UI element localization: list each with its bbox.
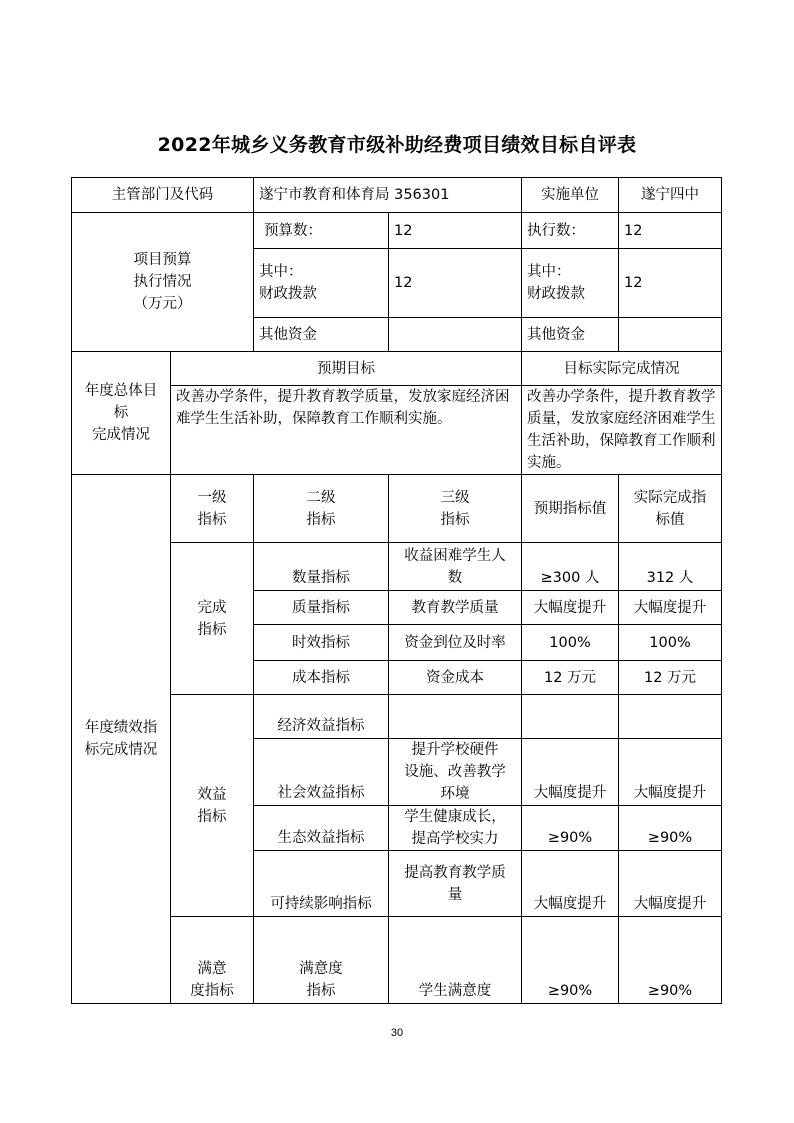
completion-indicator-label: 完成 指标	[171, 543, 254, 695]
level2-cell: 社会效益指标	[254, 739, 389, 806]
expected-value-cell: ≥90%	[522, 806, 619, 851]
actual-goal-text: 改善办学条件，提升教育教学质量，发放家庭经济困难学生生活补助，保障教育工作顺利实施。	[522, 386, 722, 475]
expected-value-cell	[522, 695, 619, 739]
document-title: 2022年城乡义务教育市级补助经费项目绩效目标自评表	[157, 134, 637, 156]
unit-label: 实施单位	[522, 178, 619, 213]
level3-cell: 教育教学质量	[389, 591, 522, 625]
benefit-indicator-label: 效益 指标	[171, 695, 254, 917]
level2-cell: 时效指标	[254, 625, 389, 661]
level2-cell: 经济效益指标	[254, 695, 389, 739]
expected-value-cell: ≥90%	[522, 917, 619, 1004]
satisfaction-indicator-label: 满意 度指标	[171, 917, 254, 1004]
page-number: 30	[390, 1027, 404, 1039]
level2-cell: 满意度 指标	[254, 917, 389, 1004]
level2-cell: 生态效益指标	[254, 806, 389, 851]
self-evaluation-table	[71, 177, 722, 1004]
level3-cell: 提高教育教学质 量	[389, 851, 522, 917]
fiscal-budget-value: 12	[389, 249, 522, 318]
annual-goal-label: 年度总体目 标 完成情况	[72, 352, 171, 475]
col-level1-header: 一级 指标	[171, 475, 254, 543]
expected-value-cell: 100%	[522, 625, 619, 661]
budget-amount-value: 12	[389, 213, 522, 249]
dept-value: 遂宁市教育和体育局 356301	[254, 178, 522, 213]
actual-value-cell: 大幅度提升	[619, 591, 722, 625]
expected-value-cell: 12 万元	[522, 661, 619, 695]
expected-value-cell: 大幅度提升	[522, 851, 619, 917]
actual-value-cell: ≥90%	[619, 806, 722, 851]
actual-goal-header: 目标实际完成情况	[522, 352, 722, 386]
level2-cell: 数量指标	[254, 543, 389, 591]
budget-row	[72, 213, 722, 249]
exec-amount-label: 执行数：	[522, 213, 619, 249]
budget-amount-label: 预算数：	[254, 213, 389, 249]
level3-cell: 学生健康成长， 提高学校实力	[389, 806, 522, 851]
indicator-header-row	[72, 475, 722, 543]
other-exec-label: 其他资金	[522, 318, 619, 352]
dept-label: 主管部门及代码	[72, 178, 254, 213]
actual-value-cell: 大幅度提升	[619, 739, 722, 806]
level3-cell: 资金成本	[389, 661, 522, 695]
expected-value-cell: ≥300 人	[522, 543, 619, 591]
level2-cell: 质量指标	[254, 591, 389, 625]
expected-goal-header: 预期目标	[171, 352, 522, 386]
col-level2-header: 二级 指标	[254, 475, 389, 543]
other-exec-value	[619, 318, 722, 352]
header-row	[72, 178, 722, 213]
actual-value-cell	[619, 695, 722, 739]
expected-value-cell: 大幅度提升	[522, 739, 619, 806]
fiscal-exec-value: 12	[619, 249, 722, 318]
level3-cell: 学生满意度	[389, 917, 522, 1004]
actual-value-cell: 12 万元	[619, 661, 722, 695]
annual-goal-header-row	[72, 352, 722, 386]
level3-cell: 资金到位及时率	[389, 625, 522, 661]
indicator-section-label: 年度绩效指 标完成情况	[72, 475, 171, 1004]
budget-label: 项目预算 执行情况 （万元）	[72, 213, 254, 352]
actual-value-cell: ≥90%	[619, 917, 722, 1004]
level2-cell: 成本指标	[254, 661, 389, 695]
col-expected-header: 预期指标值	[522, 475, 619, 543]
unit-value: 遂宁四中	[619, 178, 722, 213]
level3-cell: 提升学校硬件 设施、改善教学 环境	[389, 739, 522, 806]
actual-value-cell: 312 人	[619, 543, 722, 591]
fiscal-budget-label: 其中： 财政拨款	[254, 249, 389, 318]
col-level3-header: 三级 指标	[389, 475, 522, 543]
other-budget-value	[389, 318, 522, 352]
col-actual-header: 实际完成指 标值	[619, 475, 722, 543]
fiscal-exec-label: 其中： 财政拨款	[522, 249, 619, 318]
actual-value-cell: 大幅度提升	[619, 851, 722, 917]
level3-cell	[389, 695, 522, 739]
level3-cell: 收益困难学生人 数	[389, 543, 522, 591]
exec-amount-value: 12	[619, 213, 722, 249]
expected-goal-text: 改善办学条件，提升教育教学质量，发放家庭经济困难学生生活补助，保障教育工作顺利实施。	[171, 386, 522, 475]
level2-cell: 可持续影响指标	[254, 851, 389, 917]
expected-value-cell: 大幅度提升	[522, 591, 619, 625]
actual-value-cell: 100%	[619, 625, 722, 661]
other-budget-label: 其他资金	[254, 318, 389, 352]
